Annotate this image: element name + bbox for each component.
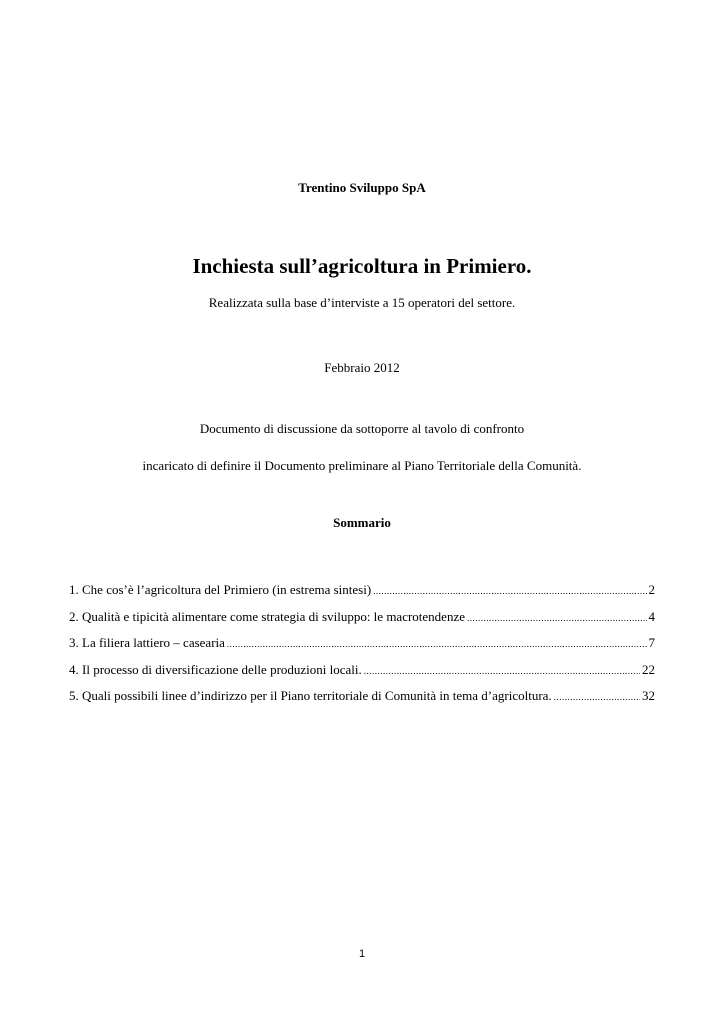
toc-entry-text: 3. La filiera lattiero – casearia (69, 635, 225, 650)
toc-dot-leader (364, 662, 640, 678)
toc-dot-leader (227, 635, 647, 651)
toc-entry-page: 22 (642, 661, 655, 677)
organization-name: Trentino Sviluppo SpA (298, 180, 426, 195)
toc-entry-text: 4. Il processo di diversificazione delle produzioni locali. (69, 661, 362, 677)
toc-entry[interactable] (69, 662, 655, 689)
document-subtitle: Realizzata sulla base d’interviste a 15 operatori del settore. (208, 295, 516, 310)
toc-dot-leader (373, 582, 646, 598)
description-line-2: incaricato di definire il Documento preliminare al Piano Territoriale della Comunità. (142, 458, 582, 473)
toc-entry[interactable] (69, 688, 655, 715)
toc-heading: Sommario (333, 515, 391, 530)
document-title: Inchiesta sull’agricoltura in Primiero. (192, 254, 532, 278)
toc-dot-leader (467, 609, 647, 625)
toc-entry[interactable] (69, 582, 655, 609)
toc-entry-page: 2 (648, 582, 655, 597)
toc-entry-page: 4 (648, 608, 655, 624)
toc-entry-text: 1. Che cos’è l’agricoltura del Primiero (in estrema sintesi) (69, 582, 372, 597)
toc-entry-text: 5. Quali possibili linee d’indirizzo per il Piano territoriale di Comunità in tema d’agricoltura. (69, 688, 552, 703)
toc-entry[interactable] (69, 609, 655, 636)
toc-entry[interactable] (69, 635, 655, 662)
toc-entry-page: 7 (648, 635, 655, 650)
toc-entry-page: 32 (642, 688, 655, 703)
document-date: Febbraio 2012 (324, 360, 400, 375)
description-line-1: Documento di discussione da sottoporre al tavolo di confronto (199, 421, 525, 436)
table-of-contents (69, 582, 655, 715)
page-number: 1 (358, 948, 366, 960)
toc-entry-text: 2. Qualità e tipicità alimentare come strategia di sviluppo: le macrotendenze (69, 608, 465, 624)
toc-dot-leader (554, 688, 640, 704)
